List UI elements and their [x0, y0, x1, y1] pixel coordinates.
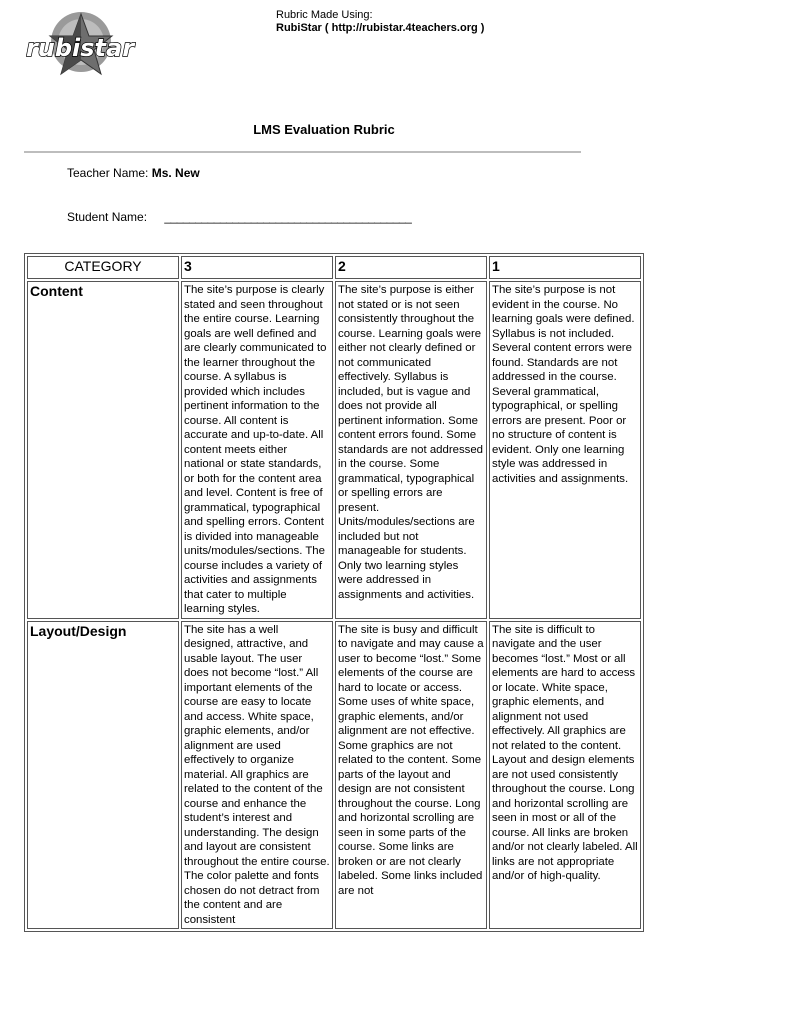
title-divider — [24, 151, 581, 153]
rubistar-site-link[interactable]: RubiStar ( http://rubistar.4teachers.org ) — [276, 22, 485, 34]
made-using-label: Rubric Made Using: — [276, 9, 373, 21]
category-cell: Content — [27, 281, 179, 619]
description-cell: The site is busy and difficult to navigate and may cause a user to become “lost.” Some elements of the course are hard to locate or access. Some uses of white space, graphic elements, and/or alignment are not effective. Some graphics are not related to the content. Some parts of the layout and design are not consistent throughout the course. Long and horizontal scrolling are seen in some parts of the course. Some links are broken or are not clearly labeled. Some links included are not — [335, 621, 487, 930]
teacher-name-label: Teacher Name: — [67, 166, 149, 180]
student-name-label: Student Name: — [67, 210, 148, 224]
rubric-source — [276, 9, 484, 35]
header-score-2: 2 — [335, 256, 487, 279]
star-logo-icon — [26, 10, 136, 82]
page-title: LMS Evaluation Rubric — [253, 122, 395, 137]
svg-text:rubistar: rubistar — [26, 34, 135, 62]
header-category: CATEGORY — [27, 256, 179, 279]
teacher-name-value: Ms. New — [151, 166, 200, 180]
description-cell: The site has a well designed, attractive, and usable layout. The user does not become “lost.” All important elements of the course are easy to locate and access. White space, graphic elements, and/or alignment are used effectively to organize material. All graphics are related to the content of the course and enhance the student’s interest and understanding. The design and layout are consistent throughout the entire course. The color palette and fonts chosen do not detract from the content and are consistent — [181, 621, 333, 930]
teacher-name-line — [67, 166, 200, 180]
table-row — [27, 281, 641, 619]
table-header-row — [27, 256, 641, 279]
student-name-blank: ________________________________________ — [164, 210, 412, 224]
header-score-1: 1 — [489, 256, 641, 279]
student-name-line — [67, 210, 411, 224]
rubistar-logo — [26, 10, 136, 82]
rubric-table — [24, 253, 644, 932]
description-cell: The site’s purpose is not evident in the course. No learning goals were defined. Syllabus is not included. Several content errors were found. Standards are not addressed in the course. Several grammatical, typographical, or spelling errors are present. Poor or no structure of content is evident. Only one learning style was addressed in activities and assignments. — [489, 281, 641, 619]
header-score-3: 3 — [181, 256, 333, 279]
category-cell: Layout/Design — [27, 621, 179, 930]
description-cell: The site’s purpose is either not stated or is not seen consistently throughout the course. Learning goals were either not clearly defined or not communicated effectively. Syllabus is included, but is vague and does not provide all pertinent information. Some content errors found. Some standards are not addressed in the course. Some grammatical, typographical or spelling errors are present. Units/modules/sections are included but not manageable for students. Only two learning styles were addressed in assignments and activities. — [335, 281, 487, 619]
table-row — [27, 621, 641, 930]
description-cell: The site is difficult to navigate and the user becomes “lost.” Most or all elements are hard to access or locate. White space, graphic elements, and alignment not used effectively. All graphics are not related to the content. Layout and design elements are not used consistently throughout the course. Long and horizontal scrolling are seen in most or all of the course. All links are broken and/or not clearly labeled. All links are not appropriate and/or of high-quality. — [489, 621, 641, 930]
description-cell: The site’s purpose is clearly stated and seen throughout the entire course. Learning goals are well defined and are clearly communicated to the learner throughout the course. A syllabus is provided which includes pertinent information to the course. All content is accurate and up-to-date. All content meets either national or state standards, or both for the content area and level. Content is free of grammatical, typographical and spelling errors. Content is divided into manageable units/modules/sections. The course includes a variety of activities and assignments that cater to multiple learning styles. — [181, 281, 333, 619]
